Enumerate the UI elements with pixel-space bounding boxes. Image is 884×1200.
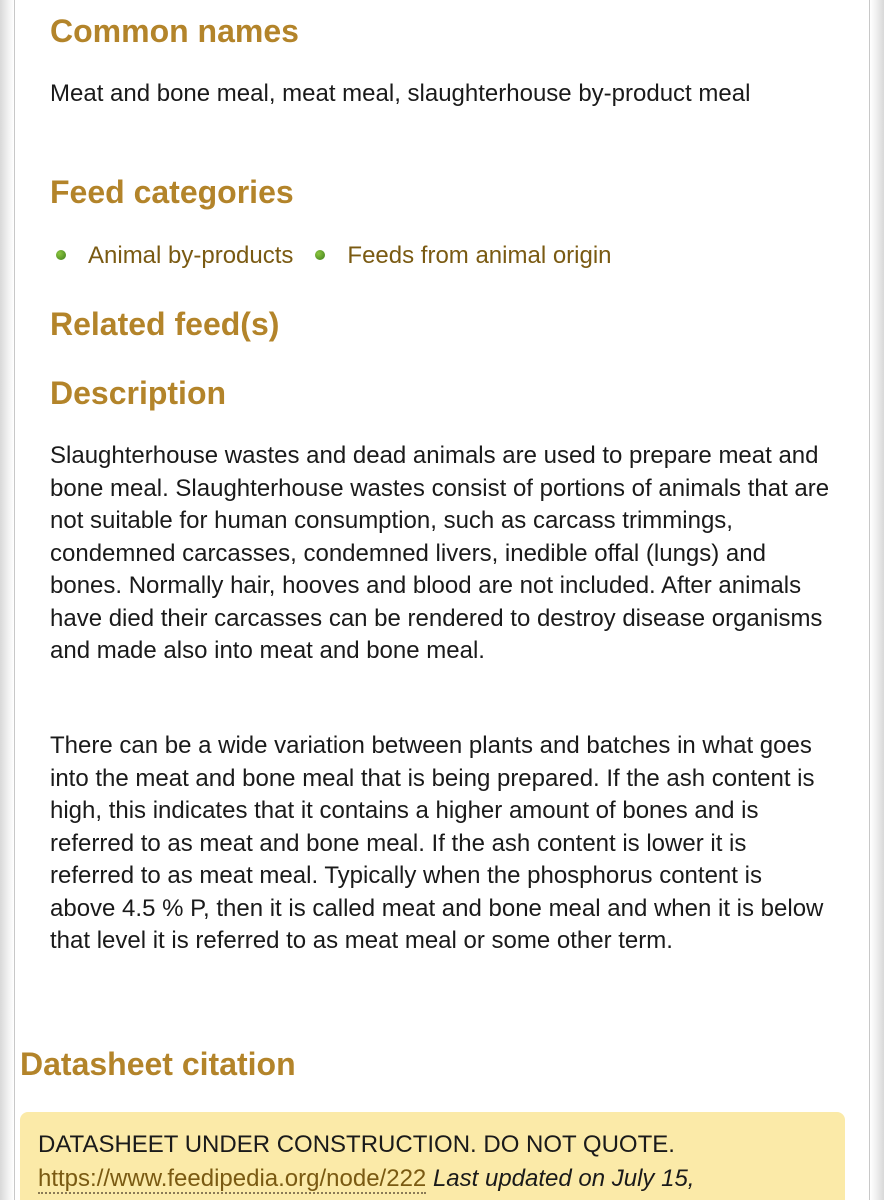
right-frame-line	[869, 0, 870, 1200]
citation-line	[38, 1162, 827, 1196]
common-names-text: Meat and bone meal, meat meal, slaughterhouse by-product meal	[50, 80, 751, 107]
green-dot-icon	[56, 250, 66, 260]
citation-updated: Last updated on July 15,	[432, 1165, 695, 1192]
feed-categories-list	[56, 240, 634, 272]
green-dot-icon	[315, 250, 325, 260]
feed-category-link[interactable]: Animal by-products	[88, 242, 294, 269]
left-frame-line	[14, 0, 15, 1200]
related-feeds-heading: Related feed(s)	[50, 306, 280, 342]
left-frame-edge	[0, 0, 14, 1200]
description-paragraph: There can be a wide variation between plants and batches in what goes into the meat and bone meal that is being prepared. If the ash content is high, this indicates that it contains a higher amount of bones and is referred to as meat and bone meal. If the ash content is lower it is referred to as meat meal. Typically when the phosphorus content is above 4.5 % P, then it is called meat and bone meal and when it is below that level it is referred to as meat meal or some other term.	[50, 732, 824, 954]
common-names-heading: Common names	[50, 13, 299, 49]
feed-categories-heading: Feed categories	[50, 174, 294, 210]
description-paragraph: Slaughterhouse wastes and dead animals are used to prepare meat and bone meal. Slaughterhouse wastes consist of portions of animals that are not suitable for human consumption, such as carcass trimmings, condemned carcasses, condemned livers, inedible offal (lungs) and bones. Normally hair, hooves and blood are not included. After animals have died their carcasses can be rendered to destroy disease organisms and made also into meat and bone meal.	[50, 442, 830, 664]
description-heading: Description	[50, 375, 227, 411]
citation-notice: DATASHEET UNDER CONSTRUCTION. DO NOT QUOTE.	[38, 1131, 675, 1158]
citation-link[interactable]: https://www.feedipedia.org/node/222	[38, 1165, 427, 1192]
datasheet-citation-heading: Datasheet citation	[20, 1046, 296, 1082]
right-frame-edge	[870, 0, 884, 1200]
feed-category-item[interactable]	[56, 240, 293, 272]
feed-category-link[interactable]: Feeds from animal origin	[347, 242, 612, 269]
feed-category-item[interactable]	[315, 240, 611, 272]
citation-box	[20, 1112, 845, 1200]
